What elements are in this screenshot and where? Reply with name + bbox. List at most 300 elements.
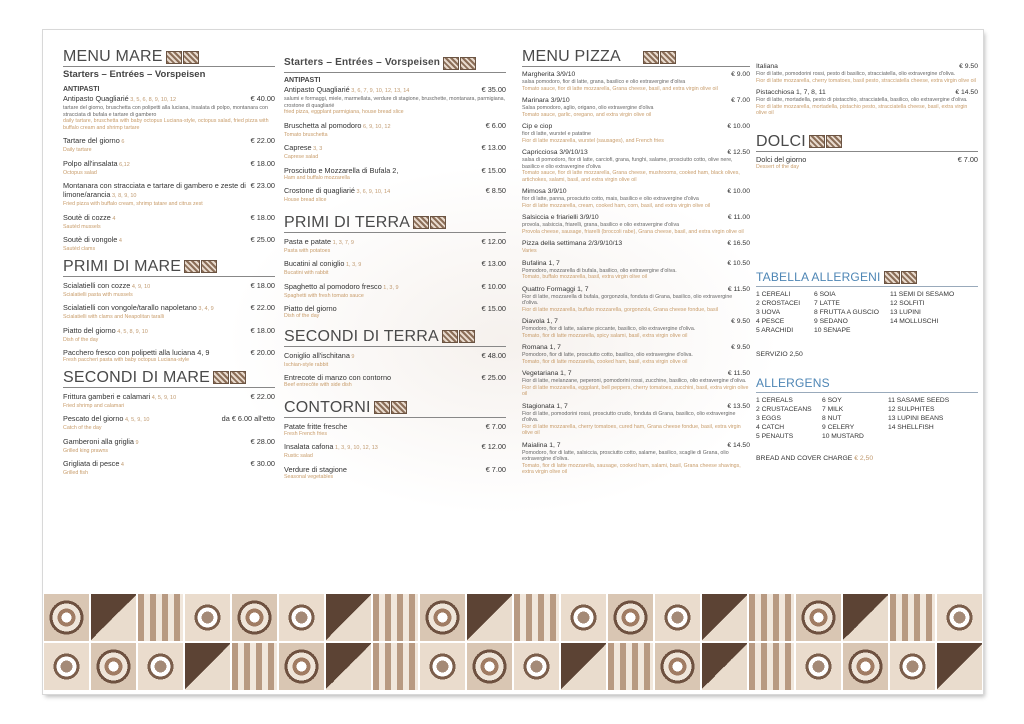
- menu-item-row: [63, 348, 275, 357]
- allergen-codes: 6, 9, 10, 12: [361, 123, 391, 130]
- decorative-tile: [184, 642, 231, 691]
- decorative-tile: [560, 642, 607, 691]
- menu-item-name: Bucatini al coniglio: [284, 259, 345, 268]
- menu-item-row: [522, 402, 750, 411]
- decorative-tile-band: [43, 593, 983, 691]
- allergen-codes: 4: [119, 462, 124, 468]
- decorative-tile: [936, 642, 983, 691]
- menu-item-name-wrap: [522, 187, 567, 196]
- menu-item-name: Pasta e patate: [284, 236, 332, 246]
- menu-item-name-wrap: [284, 237, 354, 248]
- menu-item-name-wrap: [522, 70, 575, 79]
- menu-item-row: [284, 237, 506, 248]
- menu-item-name-wrap: [63, 392, 176, 403]
- allergen-codes: 3, 4, 9: [196, 306, 214, 312]
- menu-item-name: Montanara con stracciata e tartare di gambero e zeste di limone/arancia: [63, 181, 246, 199]
- decorative-tile: [936, 593, 983, 642]
- menu-item: [63, 281, 275, 299]
- menu-item: [284, 85, 506, 116]
- menu-item-name: Prosciutto e Mozzarella di Bufala 2,: [284, 165, 399, 175]
- menu-item-description: salumi e formaggi, miele, marmellata, verdure di stagione, bruschette, montanara, parmigiana, crostone di quagliarié: [284, 96, 506, 109]
- menu-item-price: € 10.00: [481, 281, 506, 291]
- menu-item-name-wrap: [522, 343, 561, 352]
- menu-item: [284, 143, 506, 161]
- menu-item-row: [522, 148, 750, 157]
- decorative-tile: [701, 593, 748, 642]
- menu-item-price: € 35.00: [481, 85, 506, 94]
- menu-item: [522, 317, 750, 339]
- menu-item-name: Stagionata 1, 7: [522, 402, 568, 410]
- menu-item-translation: Fior di latte mozzarella, cherry tomatoes, cured ham, Grana cheese fondue, basil, extra virgin olive oil: [522, 423, 741, 436]
- allergen-entry: 13 LUPINI: [890, 309, 921, 316]
- section-title-secondi-mare: SECONDI DI MARE: [63, 369, 275, 388]
- decorative-tile: [231, 642, 278, 691]
- menu-item: [63, 235, 275, 253]
- menu-item-row: [284, 282, 506, 293]
- decorative-tile: [137, 593, 184, 642]
- menu-item-description: Salsa pomodoro, aglio, origano, olio extravergine d'oliva: [522, 105, 654, 111]
- section-title-primi-mare: PRIMI DI MARE: [63, 258, 275, 277]
- menu-item-name-wrap: [522, 441, 561, 450]
- menu-item-row: [522, 317, 750, 326]
- section-title-contorni: CONTORNI: [284, 399, 506, 418]
- menu-item-price: € 7.00: [957, 154, 978, 164]
- menu-item-name-wrap: [522, 213, 599, 222]
- menu-item: [63, 213, 275, 231]
- menu-item: [63, 414, 275, 432]
- menu-item: [522, 239, 750, 255]
- section-subtitle: Starters – Entrées – Vorspeisen: [63, 69, 206, 80]
- tile-icon: [213, 371, 229, 384]
- menu-item-name: Mimosa 3/9/10: [522, 188, 567, 195]
- allergen-entry: 1 CEREALI: [756, 291, 791, 298]
- menu-item-translation: Catch of the day: [63, 425, 102, 431]
- decorative-tile: [90, 593, 137, 642]
- menu-item-name-wrap: [284, 442, 378, 453]
- menu-item-name-wrap: [522, 148, 588, 157]
- menu-item-row: [522, 441, 750, 450]
- menu-item-row: [522, 259, 750, 268]
- menu-item-row: [284, 166, 506, 175]
- menu-item-name-wrap: [63, 303, 214, 314]
- tile-icon: [374, 401, 390, 414]
- menu-item: [63, 303, 275, 321]
- menu-item: [63, 437, 275, 455]
- menu-item-name: Margherita 3/9/10: [522, 71, 576, 78]
- menu-item-name-wrap: [63, 94, 176, 105]
- menu-item-description: provola, salsiccia, friarelli, grana, basilico e olio extravergine d'oliva: [522, 222, 680, 228]
- menu-item-name-wrap: [63, 326, 148, 337]
- section-title-dolci: DOLCI: [756, 133, 978, 152]
- menu-item: [522, 122, 750, 144]
- menu-item-price: € 22.00: [250, 391, 275, 401]
- menu-item-translation: Ham and buffalo mozzarella: [284, 174, 350, 181]
- allergen-entry: 8 NUT: [822, 415, 842, 422]
- menu-item: [63, 136, 275, 154]
- decorative-tile: [466, 593, 513, 642]
- allergen-entry: 7 MILK: [822, 406, 844, 413]
- menu-item: [63, 326, 275, 344]
- decorative-tile: [184, 593, 231, 642]
- menu-item-name: Piatto del giorno: [63, 325, 116, 335]
- menu-item-name: Soutè di vongole: [63, 235, 118, 244]
- menu-item-name-wrap: [522, 96, 570, 105]
- menu-item-name-wrap: [63, 136, 124, 147]
- menu-item-translation: Varies: [522, 248, 537, 254]
- decorative-tile: [795, 642, 842, 691]
- allergen-codes: 1, 3, 9: [381, 284, 399, 291]
- menu-item-name: Italiana: [756, 63, 778, 70]
- menu-item-name-wrap: [63, 414, 149, 425]
- allergen-entry: 9 CELERY: [822, 424, 855, 431]
- menu-item-price: € 22.00: [250, 136, 275, 145]
- tile-icon: [230, 371, 246, 384]
- allergen-entry: 5 ARACHIDI: [756, 327, 794, 334]
- allergen-codes: 4, 5, 8, 9, 10: [115, 328, 148, 335]
- menu-item-name-wrap: [63, 281, 150, 292]
- menu-item: [522, 70, 750, 92]
- menu-item-name-wrap: [522, 239, 622, 248]
- menu-item-price: € 7.00: [485, 464, 506, 474]
- menu-item-name-wrap: [284, 304, 337, 313]
- menu-item-translation: Tomato sauce, garlic, oregano, and extra virgin olive oil: [522, 111, 652, 118]
- decorative-tile: [137, 642, 184, 691]
- decorative-tile: [419, 642, 466, 691]
- menu-item-name: Tartare del giorno: [63, 136, 120, 145]
- menu-item-price: € 23.00: [250, 181, 275, 190]
- menu-item: [522, 259, 750, 281]
- menu-item-row: [284, 143, 506, 154]
- decorative-tile: [372, 593, 419, 642]
- menu-item-description: tartare del giorno, bruschetta con polipetti alla luciana, insalata di polpo, montanara con stracciata di bufala e tartare di gambero: [63, 105, 268, 118]
- menu-item: [522, 285, 750, 314]
- section-title-allergens: ALLERGENS: [756, 374, 978, 393]
- menu-item-name: Verdure di stagione: [284, 464, 347, 474]
- tile-icon: [430, 216, 446, 229]
- allergen-codes: 9: [349, 353, 355, 360]
- menu-item-name: Vegetariana 1, 7: [522, 370, 572, 377]
- menu-item-name: Quattro Formaggi 1, 7: [522, 285, 589, 293]
- allergen-codes: 4: [117, 238, 122, 244]
- menu-item-translation: Seasonal vegetables: [284, 473, 334, 480]
- decorative-tile: [842, 593, 889, 642]
- menu-item: [522, 402, 750, 437]
- allergen-entry: [890, 326, 976, 335]
- menu-item-name-wrap: [284, 465, 347, 474]
- menu-item-description: Fior di latte, melanzane, peperoni, pomodorini rossi, zucchine, basilico, olio extravergine d'oliva.: [522, 378, 747, 384]
- tile-icon: [643, 51, 659, 64]
- tile-icon: [183, 51, 199, 64]
- decorative-tile: [278, 593, 325, 642]
- menu-item-description: fior di latte, panna, prosciutto cotto, mais, basilico e olio extravergine d'oliva: [522, 196, 699, 202]
- menu-item-description: Pomodoro, fior di latte, prosciutto cotto, basilico, olio extravergine d'oliva.: [522, 352, 693, 358]
- allergen-entry: 10 SENAPE: [814, 327, 851, 334]
- menu-item-row: [522, 239, 750, 248]
- decorative-tile: [607, 593, 654, 642]
- menu-item-name: Polpo all'insalata: [63, 158, 118, 168]
- decorative-tile: [90, 642, 137, 691]
- menu-item: [522, 187, 750, 209]
- decorative-tile: [748, 642, 795, 691]
- menu-item-row: [63, 235, 275, 246]
- menu-item-price: € 13.00: [481, 143, 506, 152]
- menu-item-name-wrap: [284, 85, 409, 96]
- allergen-entry: 12 SOLFITI: [890, 300, 925, 307]
- menu-item-price: € 14.50: [955, 89, 978, 96]
- menu-item-row: [522, 369, 750, 378]
- menu-item-translation: Grilled fish: [63, 470, 89, 476]
- menu-item: [522, 148, 750, 183]
- menu-item-translation: Fresh paccheri pasta with baby octopus Luciana-style: [63, 357, 190, 363]
- tile-icon: [809, 135, 825, 148]
- menu-item-price: € 10.00: [727, 123, 750, 130]
- tile-icon: [826, 135, 842, 148]
- menu-item: [522, 343, 750, 365]
- section-title-menu-pizza: MENU PIZZA: [522, 48, 750, 67]
- menu-item-row: [756, 88, 978, 97]
- allergen-entry: 11 SEMI DI SESAMO: [890, 291, 955, 298]
- menu-item: [284, 422, 506, 438]
- menu-item-translation: Fior di latte mozzarella, eggplant, bell peppers, cherry tomatoes, zucchini, basil, extra virgin olive oil: [522, 384, 749, 397]
- allergen-entry: 14 MOLLUSCHI: [890, 318, 939, 325]
- menu-item-translation: Ischian-style rabbit: [284, 361, 329, 368]
- decorative-tile: [654, 593, 701, 642]
- menu-item-name: Romana 1, 7: [522, 344, 561, 351]
- menu-item-price: € 9.50: [731, 318, 750, 325]
- tile-icon: [884, 271, 900, 284]
- menu-item-description: Pomodoro, fior di latte, salsiccia, prosciutto cotto, salame, basilico, scaglie di Grana, olio extravergine d'oliva.: [522, 449, 729, 462]
- section-title-secondi-terra: SECONDI DI TERRA: [284, 328, 506, 347]
- allergen-entry: 1 CEREALS: [756, 397, 793, 404]
- menu-item-price: € 11.50: [727, 285, 750, 293]
- allergen-codes: 3, 5, 6, 8, 9, 10, 12: [128, 97, 177, 103]
- menu-item-row: [522, 122, 750, 131]
- menu-item: [63, 94, 275, 131]
- menu-item-description: Fior di latte, mozzarella di bufala, gorgonzola, fonduta di Grana, basilico, olio extravergine d'oliva.: [522, 293, 733, 306]
- menu-item-name-wrap: [284, 143, 322, 154]
- section-title-primi-terra: PRIMI DI TERRA: [284, 214, 506, 233]
- allergen-entry: 3 EGGS: [756, 415, 781, 422]
- menu-item-row: [63, 94, 275, 105]
- menu-sheet: [43, 30, 983, 694]
- menu-item-name-wrap: [284, 373, 391, 382]
- allergen-entry: 6 SOY: [822, 397, 842, 404]
- decorative-tile: [325, 593, 372, 642]
- menu-item-row: [284, 422, 506, 431]
- menu-item: [63, 181, 275, 208]
- menu-item: [756, 62, 978, 84]
- menu-item-price: € 18.00: [250, 212, 275, 222]
- allergen-entry: [888, 432, 974, 441]
- allergen-codes: 4, 5, 9, 10: [150, 394, 177, 401]
- menu-item-name: Caprese: [284, 143, 312, 152]
- menu-item-price: € 18.00: [250, 280, 275, 290]
- menu-item: [522, 96, 750, 118]
- menu-item-price: € 18.00: [250, 325, 275, 335]
- menu-item-name-wrap: [522, 317, 558, 326]
- menu-item-name-wrap: [522, 402, 568, 411]
- pizza-list-continued: [756, 62, 978, 117]
- decorative-tile: [419, 593, 466, 642]
- menu-item-row: [284, 186, 506, 197]
- menu-item-name: Scialatielli con cozze: [63, 280, 131, 290]
- menu-item-name: Crostone di quagliarié: [284, 186, 355, 195]
- menu-item-translation: Scialatielli pasta with mussels: [63, 291, 133, 298]
- tile-icon: [901, 271, 917, 284]
- antipasti-label: ANTIPASTI: [284, 77, 321, 84]
- menu-item-row: [522, 187, 750, 196]
- menu-item: [756, 155, 978, 171]
- allergens-grid: [756, 396, 978, 441]
- section-title-menu-mare: MENU MARE: [63, 48, 275, 67]
- menu-item: [63, 348, 275, 364]
- decorative-tile: [607, 642, 654, 691]
- menu-item-description: Fior di latte, pomodorini rossi, pesto di basilico, stracciatella, olio extravergine d'oliva.: [756, 71, 956, 77]
- menu-item-price: € 25.00: [481, 373, 506, 382]
- tile-icon: [166, 51, 182, 64]
- column-4: [756, 62, 978, 462]
- menu-item-translation: Sautéd mussels: [63, 223, 101, 230]
- menu-item-price: € 13.50: [727, 402, 750, 410]
- tile-icon: [201, 260, 217, 273]
- menu-item-name-wrap: [63, 437, 139, 448]
- menu-item-row: [63, 414, 275, 425]
- menu-item-description: Pomodoro, mozzarella di bufala, basilico, olio extravergine d'oliva.: [522, 267, 677, 274]
- menu-item-translation: Tomato bruschetta: [284, 131, 328, 138]
- menu-item-price: € 15.00: [481, 304, 506, 313]
- menu-item-translation: Pasta with potatoes: [284, 247, 331, 254]
- menu-item-name-wrap: [284, 259, 361, 270]
- tile-icon: [413, 216, 429, 229]
- menu-item-price: da € 6.00 all'etto: [221, 414, 275, 423]
- menu-item: [522, 441, 750, 476]
- decorative-tile: [231, 593, 278, 642]
- menu-item-row: [284, 259, 506, 270]
- tile-icon: [184, 260, 200, 273]
- menu-item-translation: House bread slice: [284, 197, 327, 203]
- allergen-codes: 6,12: [117, 161, 130, 168]
- menu-item-row: [63, 392, 275, 403]
- decorative-tile: [654, 642, 701, 691]
- menu-item-row: [756, 155, 978, 164]
- allergen-entry: 12 SULPHITES: [888, 406, 935, 413]
- menu-item-price: € 25.00: [250, 235, 275, 244]
- menu-item-price: € 22.00: [250, 303, 275, 312]
- menu-item-row: [63, 437, 275, 448]
- menu-item-translation: Sautéd clams: [63, 246, 96, 252]
- menu-item-name-wrap: [63, 459, 124, 470]
- dolci-list: [756, 155, 978, 171]
- menu-item-translation: Caprese salad: [284, 154, 319, 160]
- menu-item: [63, 392, 275, 410]
- menu-item-row: [284, 351, 506, 362]
- menu-item-price: € 14.50: [727, 441, 750, 449]
- menu-item-name: Piatto del giorno: [284, 304, 337, 313]
- menu-item-price: € 16.50: [727, 240, 750, 247]
- menu-item: [284, 166, 506, 182]
- menu-item-translation: fried pizza, eggplant parmigiana, house bread slice: [284, 109, 404, 115]
- menu-item-name: Grigliata di pesce: [63, 459, 120, 468]
- menu-item-name-wrap: [522, 259, 560, 268]
- decorative-tile: [372, 642, 419, 691]
- menu-item: [522, 213, 750, 235]
- menu-item-name-wrap: [522, 369, 572, 378]
- menu-item-row: [63, 459, 275, 470]
- menu-item-name: Coniglio all'ischitana: [284, 350, 350, 360]
- menu-item-translation: Daily tartare: [63, 147, 92, 153]
- menu-item-name: Diavola 1, 7: [522, 318, 558, 325]
- menu-item-price: € 30.00: [250, 459, 275, 468]
- allergen-codes: 3, 6, 9, 10, 14: [354, 189, 391, 195]
- menu-item-translation: Rustic salad: [284, 453, 313, 459]
- menu-item-name: Pescato del giorno: [63, 414, 124, 423]
- menu-item-row: [63, 326, 275, 337]
- menu-item-row: [63, 136, 275, 147]
- decorative-tile: [701, 642, 748, 691]
- allergen-entry: 4 PESCE: [756, 318, 785, 325]
- menu-item-row: [522, 343, 750, 352]
- menu-item-price: € 13.00: [481, 259, 506, 268]
- tile-icon: [460, 57, 476, 70]
- menu-item-price: € 7.00: [731, 97, 750, 104]
- menu-item-price: € 28.00: [250, 436, 275, 446]
- decorative-tile: [43, 593, 90, 642]
- contorni-list: [284, 422, 506, 481]
- menu-item-translation: Fior di latte mozzarella, cherry tomatoes, basil pesto, stracciatella cheese, extra virgin olive oil: [756, 77, 976, 84]
- decorative-tile: [889, 593, 936, 642]
- menu-item-name: Gamberoni alla griglia: [63, 436, 134, 446]
- menu-item-price: € 9.00: [731, 71, 750, 78]
- menu-item-row: [756, 62, 978, 71]
- menu-item-price: € 20.00: [250, 348, 275, 357]
- menu-item-description: salsa di pomodoro, fior di latte, carciofi, grana, funghi, salame, prosciutto cotto, olive nere, basilico e olio extravergine d'oliva: [522, 157, 733, 170]
- menu-item-description: Fior di latte, pomodorini rossi, prosciutto crudo, fonduta di Grana, basilico, olio extravergine d'oliva.: [522, 410, 736, 423]
- menu-item: [284, 282, 506, 300]
- menu-item-name: Dolci del giorno: [756, 154, 807, 164]
- column-1: [63, 48, 275, 482]
- allergen-entry: 8 FRUTTA A GUSCIO: [814, 309, 879, 316]
- menu-item-description: Pomodoro, fior di latte, salame piccante, basilico, olio extravergine d'oliva.: [522, 326, 696, 332]
- menu-item-row: [522, 96, 750, 105]
- allergen-codes: 4, 5, 9, 10: [123, 417, 150, 423]
- menu-item-name-wrap: [756, 88, 826, 97]
- menu-item-translation: Tomato sauce, fior di latte mozzarella, Grana cheese, basil, and extra virgin olive oil: [522, 85, 718, 92]
- menu-item-translation: Grilled king prawns: [63, 447, 109, 454]
- allergen-entry: 11 SASAME SEEDS: [888, 397, 950, 404]
- menu-item-price: € 9.50: [959, 63, 978, 70]
- allergen-codes: 3, 3: [311, 146, 323, 152]
- menu-item-price: € 12.50: [727, 149, 750, 156]
- menu-item-description: Fior di latte, mortadella, pesto di pistacchio, stracciatella, basilico, olio extravergine d'oliva.: [756, 97, 968, 103]
- decorative-tile: [43, 642, 90, 691]
- allergen-codes: 6: [119, 139, 125, 145]
- menu-item: [284, 373, 506, 389]
- menu-item-name: Scialatielli con vongole/tarallo napoletano: [63, 303, 197, 312]
- allergen-entry: 6 SOIA: [814, 291, 836, 298]
- tile-icon: [443, 57, 459, 70]
- menu-item-price: € 48.00: [481, 350, 506, 360]
- menu-item-translation: Fior di latte mozzarella, wurstel (sausages), and French fries: [522, 137, 664, 144]
- menu-item-name: Entrecote di manzo con contorno: [284, 373, 392, 382]
- menu-item: [284, 121, 506, 139]
- menu-item-price: € 12.00: [481, 236, 506, 246]
- decorative-tile: [889, 642, 936, 691]
- tile-icon: [442, 330, 458, 343]
- menu-item: [284, 442, 506, 460]
- menu-item-price: € 40.00: [250, 94, 275, 103]
- menu-item-price: € 7.00: [485, 421, 506, 431]
- menu-item-name: Antipasto Quagliarié: [63, 94, 129, 103]
